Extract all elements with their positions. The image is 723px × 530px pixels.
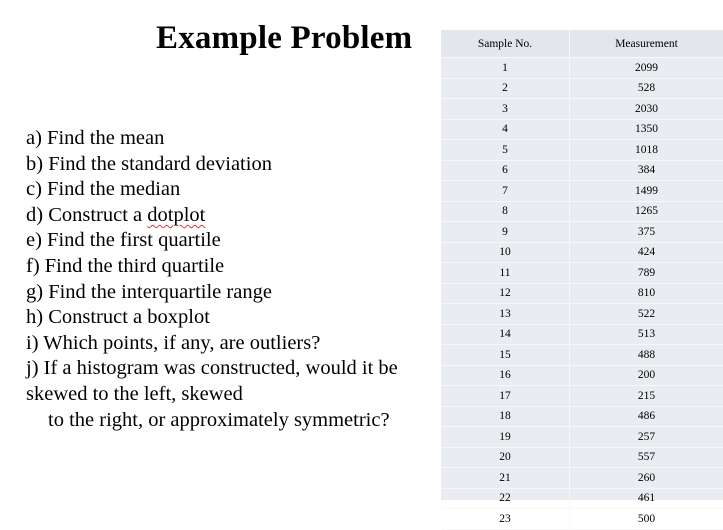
header-sample-no: Sample No.: [441, 30, 570, 58]
table-row: [441, 58, 723, 79]
cell-measurement: 1265: [570, 201, 723, 222]
header-measurement: Measurement: [570, 30, 723, 58]
table-row: [441, 304, 723, 325]
table-row: [441, 140, 723, 161]
cell-sample-no: 21: [441, 468, 570, 489]
cell-sample-no: 10: [441, 242, 570, 263]
table-row: [441, 509, 723, 530]
cell-sample-no: 4: [441, 119, 570, 140]
table-row: [441, 283, 723, 304]
table-row: [441, 447, 723, 468]
cell-measurement: 384: [570, 160, 723, 181]
table-row: [441, 406, 723, 427]
cell-measurement: 528: [570, 78, 723, 99]
table-row: [441, 181, 723, 202]
cell-measurement: 789: [570, 263, 723, 284]
cell-sample-no: 16: [441, 365, 570, 386]
question-g: g) Find the interquartile range: [26, 280, 436, 306]
question-c: c) Find the median: [26, 177, 436, 203]
question-i: i) Which points, if any, are outliers?: [26, 331, 436, 357]
table-row: [441, 201, 723, 222]
table-row: [441, 365, 723, 386]
cell-measurement: 215: [570, 386, 723, 407]
cell-measurement: 257: [570, 427, 723, 448]
cell-sample-no: 5: [441, 140, 570, 161]
cell-measurement: 260: [570, 468, 723, 489]
question-b: b) Find the standard deviation: [26, 152, 436, 178]
cell-sample-no: 8: [441, 201, 570, 222]
cell-sample-no: 13: [441, 304, 570, 325]
cell-measurement: 424: [570, 242, 723, 263]
table-row: [441, 488, 723, 509]
cell-sample-no: 3: [441, 99, 570, 120]
cell-sample-no: 1: [441, 58, 570, 79]
cell-measurement: 375: [570, 222, 723, 243]
cell-sample-no: 20: [441, 447, 570, 468]
cell-measurement: 557: [570, 447, 723, 468]
cell-measurement: 513: [570, 324, 723, 345]
cell-sample-no: 18: [441, 406, 570, 427]
cell-measurement: 486: [570, 406, 723, 427]
spellcheck-underlined-word: dotplot: [147, 204, 205, 226]
cell-sample-no: 17: [441, 386, 570, 407]
cell-measurement: 1018: [570, 140, 723, 161]
table-row: [441, 386, 723, 407]
question-e: e) Find the first quartile: [26, 228, 436, 254]
cell-measurement: 488: [570, 345, 723, 366]
cell-sample-no: 14: [441, 324, 570, 345]
cell-measurement: 810: [570, 283, 723, 304]
cell-sample-no: 11: [441, 263, 570, 284]
table-row: [441, 324, 723, 345]
question-f: f) Find the third quartile: [26, 254, 436, 280]
measurement-table: [441, 30, 723, 530]
table-row: [441, 468, 723, 489]
question-j-line1: j) If a histogram was constructed, would it be: [26, 356, 436, 382]
cell-sample-no: 15: [441, 345, 570, 366]
question-list: [26, 126, 436, 433]
cell-measurement: 200: [570, 365, 723, 386]
table-row: [441, 78, 723, 99]
table-row: [441, 222, 723, 243]
table-row: [441, 242, 723, 263]
cell-measurement: 461: [570, 488, 723, 509]
table-row: [441, 427, 723, 448]
table-body: [441, 58, 723, 530]
cell-measurement: 1350: [570, 119, 723, 140]
cell-measurement: 2099: [570, 58, 723, 79]
page-title: Example Problem: [156, 20, 412, 57]
cell-sample-no: 12: [441, 283, 570, 304]
table-row: [441, 119, 723, 140]
table-row: [441, 160, 723, 181]
cell-sample-no: 7: [441, 181, 570, 202]
question-a: a) Find the mean: [26, 126, 436, 152]
cell-sample-no: 22: [441, 488, 570, 509]
cell-measurement: 500: [570, 509, 723, 530]
question-d-text: d) Construct a: [26, 204, 147, 226]
cell-measurement: 1499: [570, 181, 723, 202]
table-row: [441, 99, 723, 120]
question-j-line2: skewed to the left, skewed: [26, 382, 436, 408]
cell-measurement: 2030: [570, 99, 723, 120]
cell-sample-no: 2: [441, 78, 570, 99]
table-header-row: [441, 30, 723, 58]
cell-sample-no: 19: [441, 427, 570, 448]
data-table-container: [441, 30, 723, 500]
table-row: [441, 345, 723, 366]
cell-sample-no: 6: [441, 160, 570, 181]
cell-sample-no: 23: [441, 509, 570, 530]
cell-measurement: 522: [570, 304, 723, 325]
question-d: [26, 203, 436, 229]
question-j-line3: to the right, or approximately symmetric?: [26, 408, 436, 434]
cell-sample-no: 9: [441, 222, 570, 243]
table-row: [441, 263, 723, 284]
question-h: h) Construct a boxplot: [26, 305, 436, 331]
